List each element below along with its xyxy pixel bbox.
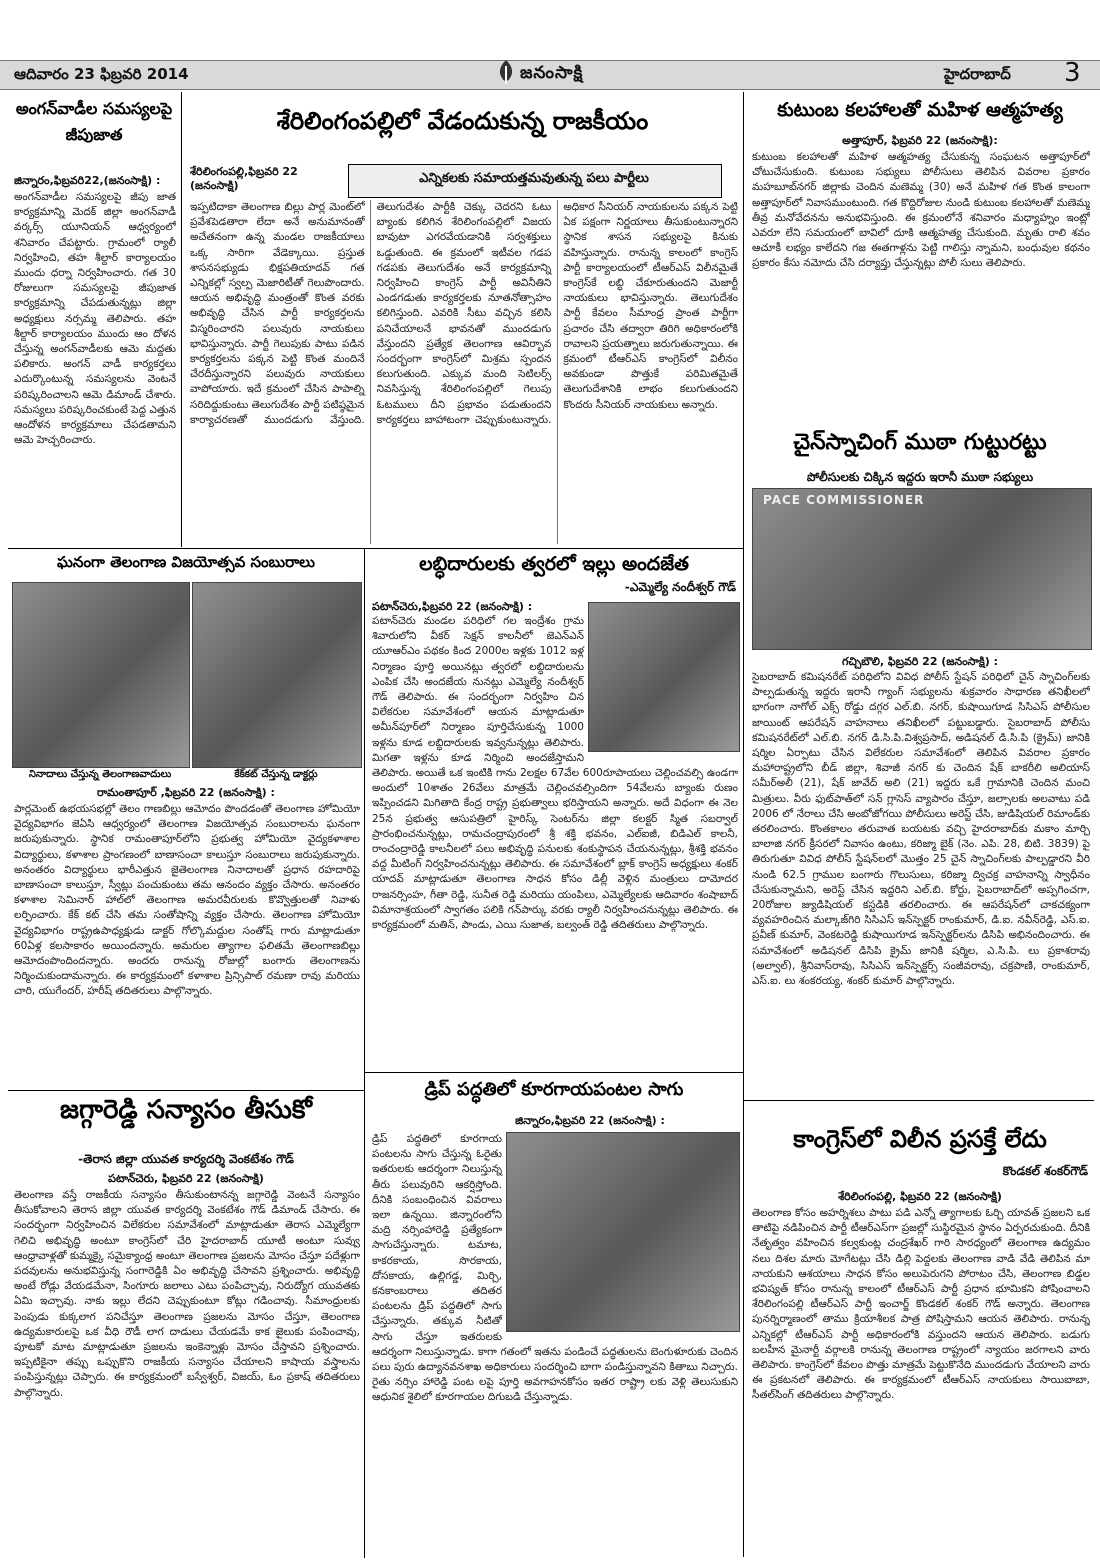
a4-subhead: పోలీసులకు చిక్కిన ఇద్దరు ఇరానీ ముఠా సభ్యులు xyxy=(806,470,1034,484)
a1-byline: జిన్నారం,ఫిబ్రవరి22,(జనంసాక్షి) : xyxy=(14,174,161,187)
a9-byline: శేరిలింగంపల్లి, ఫిబ్రవరి 22 (జనంసాక్షి) xyxy=(838,1190,1002,1203)
a7-byline: పటాన్‌చెరు, ఫిబ్రవరి 22 (జనంసాక్షి) xyxy=(108,1172,264,1185)
masthead-date: ఆదివారం 23 ఫిబ్రవరి 2014 xyxy=(14,65,189,83)
a7-headline: జగ్గారెడ్డి సన్యాసం తీసుకో xyxy=(60,1095,312,1125)
a4-body: సైబరాబాద్ కమిషనరేట్ పరిధిలోని వివిధ పోలీస్ స్టేషన్ పరిధిలో చైన్ స్నాచింగ్‌లకు పాల్పడుతున్న ఇద్దరు ఇరానీ గ్యాంగ్ సభ్యులను శుక్రవారం సాధారణ తనిఖీలలో భాగంగా నాగోల్ ఎక్స్ రోడ్డు దగ్గర ఎల్.బి. నగర్, కుషాయిగూడ సిసిఎస్ పోలీసుల జాయింట్ ఆపరేషన్ వాహనాలు తనిఖీలలో పట్టుబడ్డారు. సైబరాబాద్ పోలీసు కమిషనరేట్‌లో ఎల్.బి. నగర్ డి.సి.పి.విశ్వప్రసాద్, అడిషనల్ డి.సి.పి (క్రైమ్) జానికి షర్మిల ఏర్పాటు చేసిన విలేకరుల సమావేశంలో తెలిపిన వివరాల ప్రకారం మహారాష్ట్రలోని బీడ్ జిల్లా, శివాజీ నగర్ కు చెందిన షేక్ బాకరీలి అలియాస్ సమీర్‌అలీ (21), షేక్ జావేద్ అలి (21) ఇద్దరు ఒకే గ్రామానికి చెందిన మంచి మిత్రులు. వీరు ఫుట్‌పాత్‌లో సన్ గ్లాసెస్ వ్యాపారం చేస్తూ, జల్సాలకు అలవాటు పడి 2006 లో నేరాలు చేసి అంబోజోగయి పోలీసులు అరెస్ట్ చేసి, జుడిషియల్ రిమాండ్‌కు తరలించారు. కొంతకాలం తరువాత బయటకు వచ్చి హైదరాబాద్‌కు మకాం మార్చి బాలాజి నగర్ క్రీసరలో నివాసం ఉంటు, కరిజ్మా బైక్ (నెం. ఎపి. 28, బిటి. 3839) పై తిరుగుతూ వివిధ పోలీస్ స్టేషన్‌లలో మొత్తం 25 చైన్ స్నాచింగ్‌లకు పాల్పడ్డారని వీరి నుండి 62.5 గ్రాముల బంగారు గొలుసులు, కరిజ్మా ద్విచక్ర వాహనాన్ని స్వాధీనం చేసుకున్నామని, అరెస్ట్ చేసిన ఇద్దరిని ఎల్.బి. కోర్టు, సైబరాబాద్‌లో అప్పగించగా, 20రోజుల జ్యుడిషియల్ కస్టడికి తరలించారు. ఈ ఆపరేషన్‌లో చాకచక్యంగా వ్యవహరించిన మల్కాజ్‌గిరి సిసిఎస్ ఇన్‌స్పెక్టర్ రాంకుమార్, డి.ఐ. నవీన్‌రెడ్డి, ఎస్.ఐ. ప్రవీణ్ కుమార్, వెంకటరెడ్డి కుషాయిగూడ ఇన్‌స్పెక్టర్‌లను డిసిపి అభినందించారు. ఈ సమావేశంలో అడిషనల్ డిసిపి క్రైమ్ జానికి షర్మిల, ఎ.సి.పి. లు ప్రకాశరావు (అల్వాల్), శ్రీనివాస్‌రావు, సిసిఎస్ ఇన్‌స్పెక్టర్స్ సంజీవరావు, చక్రపాణి, రాంకుమార్, ఎస్.ఐ. లు శంకరయ్య, శంకర్ కుమార్ పాల్గొన్నారు. xyxy=(752,671,1090,988)
logo-icon xyxy=(496,58,516,86)
a8-headline: డ్రిప్ పద్ధతిలో కూరగాయపంటల సాగు xyxy=(424,1079,684,1100)
a5-caption-1: నినాదాలు చేస్తున్న తెలంగాణవాదులు xyxy=(28,769,172,780)
masthead-logo: జనంసాక్షి xyxy=(520,63,584,83)
a5-photo-2 xyxy=(192,582,362,768)
section-rule xyxy=(364,1072,744,1073)
a3-body: కుటుంబ కలహాలతో మహిళ ఆత్మహత్య చేసుకున్న సంఘటన అత్తాపూర్‌లో చోటుచేసుకుంది. కుటుంబ సభ్యులు పోలీసులు తెలిపిన వివరాల ప్రకారం మహబూబ్‌నగర్ జిల్లాకు చెందిన మణెమ్మ (30) అనే మహిళ గత కొంత కాలంగా అత్తాపూర్‌లో నివాసముంటుంది. గత కొద్దిరోజుల నుండి కుటుంబ కలహాలతో మణెమ్మ తీవ్ర మనోవేదనను అనుభవిస్తుంది. ఈ క్రమంలోనే శనివారం మధ్యాహ్నం ఇంట్లో ఎవరూ లేని సమయంలో బావిలో దూకి ఆత్మహత్య చేసుకుంది. మృతు రాలి శవం ఆచూకీ లభ్యం కాలేదని గజ ఈతగాళ్లను పెట్టి గాలిస్తు న్నామని, బంధువుల కథనం ప్రకారం కేసు నమోదు చేసి దర్యాప్తు చేస్తున్నట్లు పోలీ సులు తెలిపారు. xyxy=(752,151,1090,270)
masthead-city: హైదరాబాద్ xyxy=(944,65,1011,83)
a3-byline: అత్తాపూర్, ఫిబ్రవరి 22 (జనంసాక్షి): xyxy=(842,134,998,147)
a3-headline: కుటుంబ కలహాలతో మహిళ ఆత్మహత్య xyxy=(777,99,1063,121)
a2-byline: శేరిలింగంపల్లి,ఫిబ్రవరి 22 (జనంసాక్షి) xyxy=(190,165,298,193)
a2-subhead: ఎన్నికలకు సమాయత్తమవుతున్న పలు పార్టీలు xyxy=(419,171,649,186)
section-rule xyxy=(744,1100,1094,1101)
a4-photo xyxy=(752,488,1092,650)
a5-caption-2: కేక్‌కట్ చేస్తున్న డాక్టర్లు xyxy=(234,769,318,780)
a6-byline: పటాన్‌చెరు,ఫిబ్రవరి 22 (జనంసాక్షి) : xyxy=(372,600,533,613)
column-rule xyxy=(743,92,744,1557)
a5-headline: ఘనంగా తెలంగాణ విజయోత్సవ సంబురాలు xyxy=(57,553,315,571)
a8-byline: జిన్నారం,ఫిబ్రవరి 22 (జనంసాక్షి) : xyxy=(515,1114,665,1127)
a9-headline: కాంగ్రెస్‌లో విలీన ప్రసక్తే లేదు xyxy=(793,1125,1047,1153)
a5-byline: రామంతాపూర్ ,ఫిబ్రవరి 22 (జనంసాక్షి) : xyxy=(97,786,275,799)
a2-body: ఇప్పటిదాకా తెలంగాణ బిల్లు పార్ల మెంట్‌లో ప్రవేశపెడతారా లేదా అనే అనుమానంతో అచేతనంగా ఉన్న మండల రాజకీయాలు ఒక్క సారిగా వేడెక్కాయి. ప్రస్తుత శాసనసభ్యుడు భిక్షపతియాదవ్ గత ఎన్నికల్లో స్వల్ప మెజారిటీతో గెలుపొందారు. ఆయన అభివృద్ధి మంత్రంతో కొంత వరకు అభివృద్ధి చేసిన పార్టీ కార్యకర్తలను విస్మరించారని పలువురు నాయకులు భావిస్తున్నారు. పార్టీ గెలుపుకు పాటు పడిన కార్యకర్తలను పక్కన పెట్టి కొంత మందినే చేరదీస్తున్నారని పలువురు నాయకులు వాపోయారు. ఇదే క్రమంలో చేసిన పాపాల్ని సరిదిద్దుకుంటు తెలుగుదేశం పార్టీ పటిష్ఠమైన కార్యాచరణతో ముందడుగు వేస్తుంది. తెలుగుదేశం పార్టీకి చెక్కు చెదరని ఓటు బ్యాంకు కలిగిన శేరిలింగంపల్లిలో విజయ బావుటా ఎగరవేయడానికి సర్వశక్తులు ఒడ్డుతుంది. ఈ క్రమంలో ఇటీవల గడప గడపకు తెలుగుదేశం అనే కార్యక్రమాన్ని నిర్వహించి కాంగ్రెస్ పార్టీ అవినీతిని ఎండగడుతు కార్యకర్తలకు నూతనోత్సాహం కలిగిస్తుంది. ఎవరికి సీటు వచ్చిన కలిసి పనిచేయాలనే భావనతో ముందడుగు వేస్తుందని ప్రత్యేక తెలంగాణ ఆవిర్భావ సందర్భంగా కాంగ్రెస్‌లో మిశ్రమ స్పందన కలుగుతుంది. ఎక్కువ మంది సెటిలర్స్ నివసిస్తున్న శేరిలింగంపల్లిలో గెలుపు ఓటములు దీని ప్రభావం పడుతుందని కార్యకర్తలు బాహాటంగా చెప్పుకుంటున్నారు. అధికార సీనియర్ నాయకులను పక్కన పెట్టి ఏక పక్షంగా నిర్ణయాలు తీసుకుంటున్నారని స్థానిక శాసన సభ్యులపై కినుకు వహిస్తున్నారు. రానున్న కాలంలో కాంగ్రెస్ పార్టీ కార్యాలయంలో టీఆర్‌ఎస్ విలీనమైతే కాంగ్రెస్‌కే లబ్ధి చేకూరుతుందని మెజార్టీ నాయకులు భావిస్తున్నారు. తెలుగుదేశం పార్టీ కేవలం సీమాంధ్ర ప్రాంత పార్టీగా ప్రచారం చేసి తద్వారా తిరిగి అధికారంలోకి రావాలని ప్రయత్నాలు జరుగుతున్నాయి. ఈ క్రమంలో టీఆర్‌ఎస్ కాంగ్రెస్‌లో విలీనం అవకుండా పొత్తుకే పరిమితమైతే తెలుగుదేశానికి లాభం కలుగుతుందని కొందరు సీనియర్ నాయకులు అన్నారు. xyxy=(190,201,738,426)
a1-headline: అంగన్‌వాడీల సమస్యలపై జీపుజాత xyxy=(15,99,173,144)
a6-headline: లబ్ధిదారులకు త్వరలో ఇల్లు అందజేత xyxy=(419,553,689,575)
masthead-page-number: 3 xyxy=(1064,58,1081,88)
a4-byline: గచ్చిబౌలి, ఫిబ్రవరి 22 (జనంసాక్షి) : xyxy=(841,655,999,668)
a9-subhead: కొండకల్ శంకర్‌గౌడ్ xyxy=(1002,1164,1088,1178)
a6-body: పటాన్‌చెరు మండల పరిధిలో గల ఇంద్రేశం గ్రామ శివారులోని వీకర్ సెక్షన్ కాలనీలో జెఎన్‌ఎన్ యూఆర్‌ఎం పథకం కింద 2000ల ఇళ్లకు 1012 ఇళ్ల నిర్మాణం పూర్తి అయినట్లు త్వరలో లబ్ధిదారులను ఎంపిక చేసి అందజేయ నునట్లు ఎమ్మెల్యే నందీశ్వర్ గౌడ్ తెలిపారు. ఈ సందర్భంగా నిర్వహిం చిన విలేకరుల సమావేశంలో ఆయన మాట్లాడుతూ అమీన్‌పూర్‌లో నిర్మాణం పూర్తిచేసుకున్న 1000 ఇళ్లను కూడ లబ్ధిదారులకు ఇవ్వనున్నట్లు తెలిపారు. మిగతా ఇళ్లను కూడ నిర్మించి అందజేస్తామని తెలిపారు. అయితే ఒక ఇంటికి గాను 2లక్షల 67వేల 600రూపాయలు చెల్లించవల్సి ఉండగా అందులో 10శాతం 26వేలు మాత్రమే చెల్లించవల్సిందిగా 54వేలను బ్యాంకు రుణం ఇప్పించడని మిగితాది కేంద్ర రాష్ట్ర ప్రభుత్వాలు భరిస్తాయని అన్నారు. అదే విధంగా ఈ నెల 25న ప్రభుత్వ ఆసుపత్రిలో హైరిస్క్ సెంటర్‌ను జిల్లా కలక్టర్ స్మిత సబర్వాల్ ప్రారంభించనున్నట్లు, రామచంద్రాపురంలో శ్రీ శక్తి భవనం, ఎల్ఐజీ, బిడిఎల్ కాలనీ, రాంచంద్రారెడ్డి కాలనీలలో పలు అభివృద్ధి పనులకు శంకుస్థాపన చేయనున్నట్లు, శ్రీశక్తి భవనం వద్ద మీటింగ్ నిర్వహించనున్నట్లు తెలిపారు. ఈ సమావేశంలో బ్లాక్ కాంగ్రెస్ అధ్యక్షులు శంకర్ యాదవ్ మాట్లాడుతూ తెలంగాణ సాధన కోసం డిల్లీ వెళ్లిన మంత్రులు దామోదర రాజనర్సింహ, గీతా రెడ్డి, సునీత రెడ్డి మరియు యంపిలు, ఎమ్మెల్యేలకు ఆదివారం శంషాబాద్ విమానాశ్రయంలో స్వాగతం పలికి గన్‌పార్కు వరకు ర్యాలీ నిర్వహించనున్నట్లు తెలిపారు. ఈ కార్యక్రమంలో మతిన్, పాండు, ఎయి సుజాత, బల్వంత్ రెడ్డి తదితరులు పాల్గొన్నారు. xyxy=(372,615,738,932)
a7-subhead: -తెరాస జిల్లా యువత కార్యదర్శి వెంకటేశం గౌడ్ xyxy=(78,1152,294,1166)
a4-photo-banner: PACE COMMISSIONER xyxy=(763,493,925,507)
a4-headline: చైన్‌స్నాచింగ్ ముఠా గుట్టురట్టు xyxy=(793,430,1047,455)
section-rule xyxy=(8,1090,364,1091)
a8-body: డ్రిప్ పద్ధతిలో కూరగాయ పంటలను సాగు చేస్తున్న ఓరైతు ఇతరులకు ఆదర్శంగా నిలుస్తున్న తీరు పలువురిని ఆకర్షిస్తోంది. దీనికి సంబంధించిన వివరాలు ఇలా ఉన్నయి. జిన్నారంలోని మద్రి నర్సింహారెడ్డి ప్రత్యేకంగా సాగుచేస్తున్నారు. టమాట, కాకరకాయ, సొరకాయ, దోసకాయ, ఉల్లిగడ్డ, మిర్చి, కనకాంబరాలు తదితర పంటలను డ్రిప్ పద్ధతిలో సాగు చేస్తున్నారు. తక్కువ నీటితో సాగు చేస్తూ ఇతరులకు ఆదర్శంగా నిలుస్తున్నాడు. కాగా గతంలో ఇతను పండించే పద్ధతులను బెంగుళూరుకు చెందిన పలు పురు ఉద్యానవనశాఖ అధికారులు సందర్శించి బాగా పండిస్తున్నావని కితాబు నిచ్చారు. రైతు నర్సిం హారెడ్డి పంట లపై పూర్తి అవగాహనకోసం ఇతర రాష్ట్రా లకు వెళ్లి తెలుసుకుని ఆధునిక శైలిలో కూరగాయల దిగుబడి చేస్తున్నాడు. xyxy=(372,1133,738,1404)
a5-body: పార్లమెంట్ ఉభయసభల్లో తెలం గాణబిల్లు ఆమోదం పొందడంతో తెలంగాణ హోమియో వైద్యవిభాగం జెఏసి ఆధ్వర్యంలో తెలంగాణ విజయోత్సవ సంబురాలను ఘనంగా జరుపుకున్నారు. స్థానిక రామంతాపూర్‌లోని ప్రభుత్వ హోమియో వైద్యకళాశాల విద్యార్థులు, కళాశాల ప్రాంగణంలో బాణాసంచా కాలుస్తూ సంబురాలు జరుపుకున్నారు. అనంతరం విద్యార్థులు భారీఎత్తున జైతెలంగాణ నినాదాలతో ప్రధాన రహదారిపై బాణాసంచా కాలుస్తూ, స్వీట్లు పంచుకుంటు తమ ఆనందం వ్యక్తం చేసారు. అనంతరం కళాశాల సెమినార్ హాల్‌లో తెలంగాణ అమరవీరులకు కొవ్వొత్తులతో నివాళు లర్పించారు. కేక్ కట్ చేసి తమ సంతోషాన్ని వ్యక్తం చేసారు. తెలంగాణ హోమియో వైద్యవిభాగం రాష్ట్రఉపాధ్యక్షుడు డాక్టర్ గోల్కొమద్దుల సంతోష్ గారు మాట్లాడుతూ 60ఏళ్ల కలసాకారం అయిందన్నారు. అమరుల త్యాగాల ఫలితమే తెలంగాణబిల్లు ఆమోదంపొందిందన్నారు. అందరు రానున్న రోజుల్లో బంగారు తెలంగాణను నిర్మించుకుందామన్నారు. ఈ కార్యక్రమంలో కళాశాల ప్రిన్సిపాల్ రమణా రావు మరియు చారి, యుగేందర్, హరీష్ తదితరులు పాల్గొన్నారు. xyxy=(14,803,360,998)
section-rule xyxy=(8,548,743,549)
a9-body: తెలంగాణ కోసం అహర్నిశలు పాటు పడి ఎన్నో త్యాగాలకు ఓర్చి యావత్ ప్రజలని ఒక తాటిపై నడిపించిన పార్టీ టీఆర్‌ఎస్‌గా ప్రజల్లో సుస్థిరమైన స్థానం ఏర్పరచుకుంది. దీనికి నేతృత్వం వహించిన కల్వకుంట్ల చంద్రశేఖర్ గారి సారధ్యంలో తెలంగాణ ఉద్యమం నలు దిశల మారు మోగేటట్లు చేసి డిల్లి పెద్దలకు తెలంగాణ వాడి వేడి తెలిపిన మా నాయకుని ఆశయాలు సాధన కోసం అలుపెరుగని పోరాటం చేసి, తెలంగాణ బిడ్డల భవిష్యత్ కోసం రానున్న కాలంలో టీఆర్‌ఎస్ పార్టీ ప్రధాన భూమికని పోషించాలని శేరిలింగంపల్లి టీఆర్‌ఎస్ పార్టీ ఇంచార్జ్ కొండకల్ శంకర్ గౌడ్ అన్నారు. తెలంగాణ పునర్నిర్మాణంలో తాము క్రియాశీలక పాత్ర పోషిస్తామని ఆయన తెలిపారు. రానున్న ఎన్నికల్లో టీఆర్‌ఎస్ పార్టీ అధికారంలోకి వస్తుందని ఆయన తెలిపారు. బడుగు బలహీన మైనార్టీ వర్గాలకి రానున్న తెలంగాణ రాష్ట్రంలో న్యాయం జరగాలని వారు తెలిపారు. కాంగ్రెస్‌లో కేవలం పొత్తు మాత్రమే పెట్టుకొనేది ముందడుగు వేయాలని వారు ఈ ప్రకటనలో తెలిపారు. ఈ కార్యక్రమంలో టీఆర్‌ఎస్ నాయకులు సాయిబాబా, సీతల్‌సింగ్ తదితరులు పాల్గొన్నారు. xyxy=(752,1207,1090,1402)
column-rule xyxy=(181,92,182,547)
a1-body: అంగన్‌వాడీల సమస్యలపై జీపు జాత కార్యక్రమాన్ని మెదక్ జిల్లా అంగన్‌వాడీ వర్కర్స్ యూనియన్ ఆధ్వర్యంలో శనివారం చేపట్టారు. గ్రామంలో ర్యాలీ నిర్వహించి, తహ శీల్దార్ కార్యాలయం ముందు ధర్నా నిర్వహించారు. గత 30 రోజులుగా సమస్యలపై జీపుజాత కార్యక్రమాన్ని చేపడుతున్నట్లు జిల్లా అధ్యక్షులు నర్సమ్మ తెలిపారు. తహ శీల్దార్ కార్యాలయం ముందు ఆం దోళన చేస్తున్న అంగన్‌వాడీలకు ఆమె మద్దతు పలికారు. అంగన్ వాడీ కార్యకర్తలు ఎదుర్కొంటున్న సమస్యలను వెంటనే పరిష్కరించాలని ఆమె డిమాండ్ చేశారు. సమస్యలు పరిష్కరించకుంటే పెద్ద ఎత్తున ఆందోళన కార్యక్రమాలు చేపడతామని ఆమె హెచ్చరించారు. xyxy=(14,191,176,447)
a5-photo-1 xyxy=(12,582,190,768)
a2-headline: శేరిలింగంపల్లిలో వేడందుకున్న రాజకీయం xyxy=(276,107,649,135)
column-rule xyxy=(364,548,365,1558)
a6-subhead: -ఎమ్మెల్యే నందీశ్వర్ గౌడ్ xyxy=(624,580,736,594)
a7-body: తెలంగాణ వస్తే రాజకీయ సన్యాసం తీసుకుంటానన్న జగ్గారెడ్డి వెంటనే సన్యాసం తీసుకోవాలని తెరాస జిల్లా యువత కార్యదర్శి వెంకటేశం గౌడ్ డిమాండ్ చేసారు. ఈ సందర్భంగా నిర్వహించిన విలేకరుల సమావేశంలో మాట్లాడుతూ తెరాస ఎమ్మెల్యేగా గెలిచి అభివృద్ధి అంటూ కాంగ్రెస్‌లో చేరి హైదరాబాద్ యూటీ అంటూ సువ్వు ఆంధ్రావాళ్లతో కుమ్మక్కై సమైక్యాంధ్ర అంటూ తెలంగాణ ప్రజలను మోసం చేస్తూ పదేళ్లుగా పదవులను అనుభవిస్తున్న సంగారెడ్డికి ఏం అభివృద్ధి చేసావని ప్రశ్నించారు. అభివృద్ధి అంటే రోడ్లు వేయడమేనా, సింగూరు జలాలు ఎటు పంపిచ్చావు, నిరుద్యోగ యువతకు ఏమి ఇచ్చావు. నాకు ఇల్లు లేదని చెప్పుకుంటూ కోట్లు గడించావు. సీమాంధ్రులకు పెంపుడు కుక్కలాగ పనిచేస్తూ తెలంగాణ ప్రజలను మోసం చేస్తూ, తెలంగాణ ఉద్యమకారులపై ఒక వీధి రౌడీ లాగ దాడులు చేయడమే కాక జైలుకు పంపించావు, పూటకో మాట మాట్లాడుతూ ప్రజలను ఇంకెన్నాళ్లు మోసం చేస్తావని ప్రశ్నించారు. ఇప్పటికైనా తప్పు ఒప్పుకొని రాజకీయ సన్యాసం చేయాలని కాషాయ వస్త్రాలను పంపిస్తున్నట్లు చెప్పారు. ఈ కార్యక్రమంలో బస్వేశ్వర్, విజయ్, ఓం ప్రకాష్ తదితరులు పాల్గొన్నారు. xyxy=(14,1189,360,1399)
